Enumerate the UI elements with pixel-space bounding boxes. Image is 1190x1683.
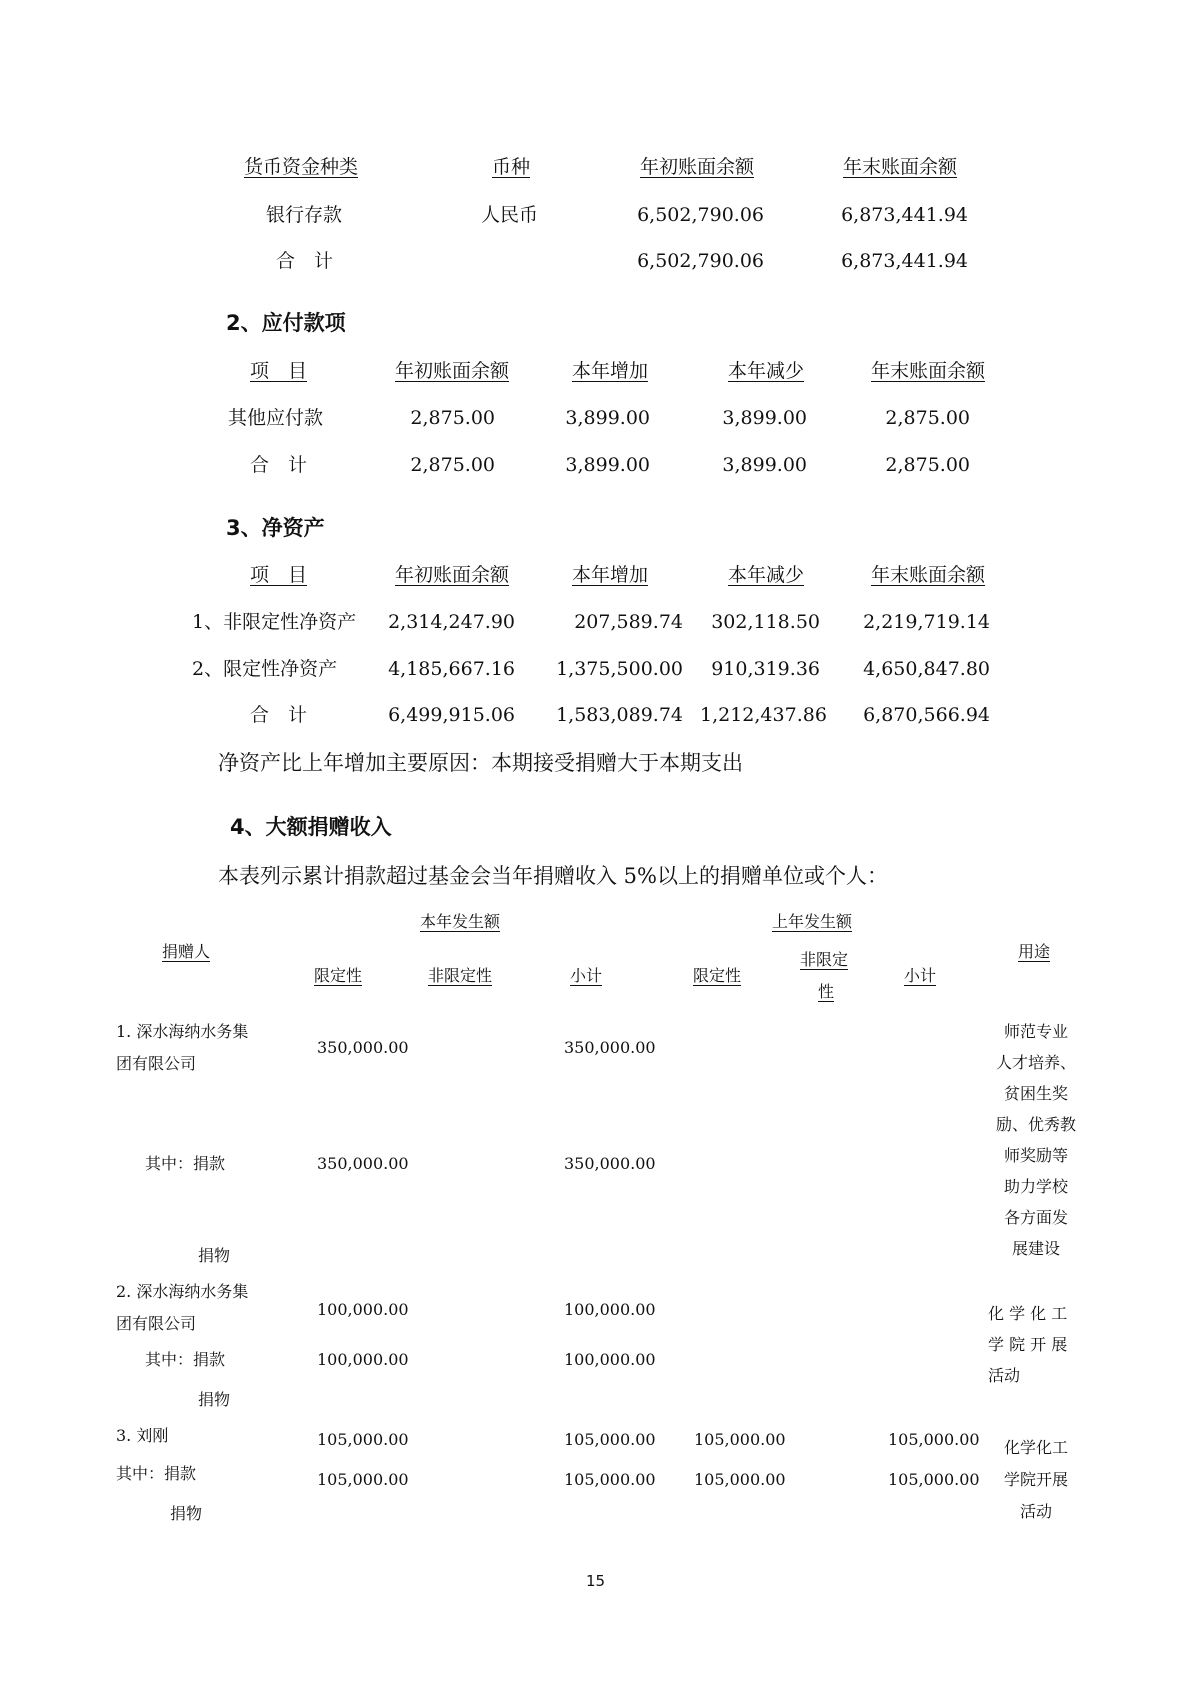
cash-row-begin: 6,502,790.06 (637, 204, 764, 226)
net-assets-row-unrestricted-end: 2,219,719.14 (863, 611, 990, 633)
payables-header-begin: 年初账面余额 (395, 360, 510, 382)
payables-header-dec: 本年减少 (728, 360, 805, 382)
donor-3-goods-label: 捐物 (170, 1504, 203, 1523)
header-current-year: 本年发生额 (420, 912, 501, 931)
net-assets-row-restricted-end: 4,650,847.80 (863, 658, 990, 680)
donor-2-sub-label: 其中：捐款 (145, 1350, 226, 1369)
net-assets-total-label: 合 计 (250, 704, 308, 726)
net-assets-header-end: 年末账面余额 (871, 564, 986, 586)
donations-title: 4、大额捐赠收入 (230, 815, 392, 839)
donor-3-sub-subtotal: 105,000.00 (564, 1470, 656, 1489)
donor-1-purpose-line: 贫困生奖 (1003, 1084, 1068, 1103)
header-donor: 捐赠人 (162, 942, 211, 961)
donor-3-name: 3. 刘刚 (116, 1426, 169, 1445)
donor-1-name-a: 1. 深水海纳水务集 (116, 1022, 249, 1041)
donor-1-purpose-line: 师奖励等 (1003, 1146, 1068, 1165)
net-assets-row-unrestricted: 1、非限定性净资产 (192, 611, 357, 633)
net-assets-header-inc: 本年增加 (572, 564, 649, 586)
donor-3-prior-subtotal: 105,000.00 (888, 1430, 980, 1449)
donor-1-sub-subtotal: 350,000.00 (564, 1154, 656, 1173)
donor-3-sub-prior-subtotal: 105,000.00 (888, 1470, 980, 1489)
cash-row-end: 6,873,441.94 (841, 204, 968, 226)
donor-3-sub-prior-restricted: 105,000.00 (694, 1470, 786, 1489)
donor-1-purpose-line: 励、优秀教 (995, 1115, 1076, 1134)
cash-total-begin: 6,502,790.06 (637, 250, 764, 272)
net-assets-header-dec: 本年减少 (728, 564, 805, 586)
header-purpose: 用途 (1018, 942, 1051, 961)
donor-2-purpose-line: 化 学 化 工 (988, 1304, 1068, 1323)
donor-1-purpose-line: 展建设 (1011, 1239, 1060, 1258)
header-unrestricted: 非限定性 (428, 966, 493, 985)
donor-2-restricted: 100,000.00 (317, 1300, 409, 1319)
net-assets-row-unrestricted-begin: 2,314,247.90 (388, 611, 515, 633)
net-assets-row-unrestricted-dec: 302,118.50 (711, 611, 820, 633)
donor-2-purpose-line: 学 院 开 展 (988, 1335, 1068, 1354)
payables-header-end: 年末账面余额 (871, 360, 986, 382)
payables-header-item: 项 目 (250, 360, 308, 382)
net-assets-row-restricted: 2、限定性净资产 (192, 658, 338, 680)
payables-row-begin: 2,875.00 (410, 407, 495, 429)
donor-1-purpose-line: 师范专业 (1003, 1022, 1068, 1041)
donor-3-prior-restricted: 105,000.00 (694, 1430, 786, 1449)
payables-title: 2、应付款项 (226, 311, 346, 335)
donor-1-subtotal: 350,000.00 (564, 1038, 656, 1057)
payables-row-item: 其他应付款 (228, 407, 324, 429)
donor-1-sub-label: 其中：捐款 (145, 1154, 226, 1173)
donor-1-name-b: 团有限公司 (116, 1054, 197, 1073)
net-assets-note: 净资产比上年增加主要原因：本期接受捐赠大于本期支出 (218, 751, 743, 775)
net-assets-header-item: 项 目 (250, 564, 308, 586)
donor-2-name-b: 团有限公司 (116, 1314, 197, 1333)
donor-1-restricted: 350,000.00 (317, 1038, 409, 1057)
cash-total-label: 合 计 (276, 250, 334, 272)
payables-row-inc: 3,899.00 (565, 407, 650, 429)
header-prior-subtotal: 小计 (904, 966, 937, 985)
donor-3-purpose-line: 活动 (1019, 1502, 1052, 1521)
page-number: 15 (586, 1572, 606, 1590)
net-assets-total-dec: 1,212,437.86 (700, 704, 827, 726)
donor-2-purpose-line: 活动 (988, 1366, 1021, 1385)
cash-row-type: 银行存款 (266, 204, 343, 226)
net-assets-total-begin: 6,499,915.06 (388, 704, 515, 726)
donor-1-purpose-line: 人才培养、 (995, 1053, 1076, 1072)
net-assets-row-restricted-begin: 4,185,667.16 (388, 658, 515, 680)
donor-2-sub-subtotal: 100,000.00 (564, 1350, 656, 1369)
donor-3-purpose-line: 学院开展 (1003, 1470, 1068, 1489)
header-prior-unrestricted-a: 非限定 (800, 950, 849, 969)
donations-intro: 本表列示累计捐款超过基金会当年捐赠收入 5%以上的捐赠单位或个人： (218, 864, 888, 888)
donor-3-subtotal: 105,000.00 (564, 1430, 656, 1449)
donor-2-name-a: 2. 深水海纳水务集 (116, 1282, 249, 1301)
donor-1-purpose-line: 助力学校 (1003, 1177, 1068, 1196)
donor-3-restricted: 105,000.00 (317, 1430, 409, 1449)
payables-row-dec: 3,899.00 (722, 407, 807, 429)
donor-1-purpose-line: 各方面发 (1003, 1208, 1068, 1227)
donor-3-sub-label: 其中：捐款 (116, 1464, 197, 1483)
payables-total-dec: 3,899.00 (722, 454, 807, 476)
net-assets-row-restricted-inc: 1,375,500.00 (556, 658, 683, 680)
header-prior-unrestricted-b: 性 (818, 982, 835, 1001)
payables-total-inc: 3,899.00 (565, 454, 650, 476)
cash-total-end: 6,873,441.94 (841, 250, 968, 272)
payables-total-begin: 2,875.00 (410, 454, 495, 476)
header-prior-year: 上年发生额 (772, 912, 853, 931)
donor-1-sub-restricted: 350,000.00 (317, 1154, 409, 1173)
donor-1-goods-label: 捐物 (198, 1246, 231, 1265)
net-assets-header-begin: 年初账面余额 (395, 564, 510, 586)
payables-total-end: 2,875.00 (885, 454, 970, 476)
payables-header-inc: 本年增加 (572, 360, 649, 382)
cash-header-currency: 币种 (492, 156, 531, 178)
donor-2-subtotal: 100,000.00 (564, 1300, 656, 1319)
net-assets-total-end: 6,870,566.94 (863, 704, 990, 726)
header-prior-restricted: 限定性 (693, 966, 742, 985)
header-subtotal: 小计 (570, 966, 603, 985)
donor-3-sub-restricted: 105,000.00 (317, 1470, 409, 1489)
net-assets-row-unrestricted-inc: 207,589.74 (574, 611, 683, 633)
cash-header-type: 货币资金种类 (244, 156, 359, 178)
cash-row-currency: 人民币 (481, 204, 539, 226)
donor-2-sub-restricted: 100,000.00 (317, 1350, 409, 1369)
payables-total-label: 合 计 (250, 454, 308, 476)
donor-3-purpose-line: 化学化工 (1003, 1438, 1068, 1457)
header-restricted: 限定性 (314, 966, 363, 985)
net-assets-row-restricted-dec: 910,319.36 (711, 658, 820, 680)
cash-header-end: 年末账面余额 (843, 156, 958, 178)
donor-2-goods-label: 捐物 (198, 1390, 231, 1409)
cash-header-begin: 年初账面余额 (640, 156, 755, 178)
net-assets-title: 3、净资产 (226, 516, 325, 540)
payables-row-end: 2,875.00 (885, 407, 970, 429)
net-assets-total-inc: 1,583,089.74 (556, 704, 683, 726)
